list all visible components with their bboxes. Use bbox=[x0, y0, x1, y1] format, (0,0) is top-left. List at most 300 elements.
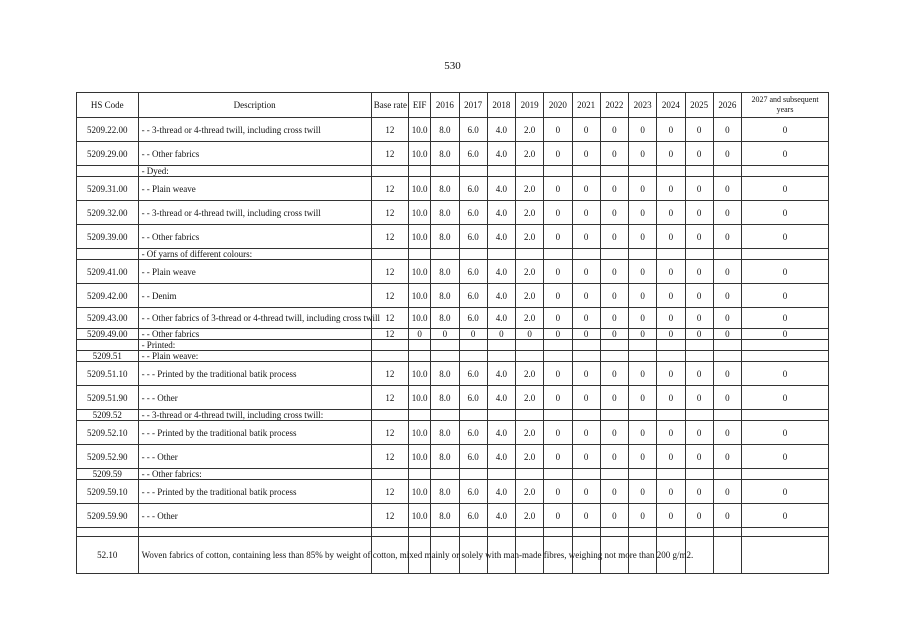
rate-cell bbox=[685, 410, 713, 421]
rate-cell: 6.0 bbox=[459, 480, 487, 504]
table-body bbox=[77, 118, 829, 574]
rate-cell: 4.0 bbox=[487, 504, 515, 528]
rate-cell bbox=[459, 351, 487, 362]
rate-cell: 8.0 bbox=[431, 142, 459, 166]
rate-cell bbox=[459, 166, 487, 177]
rate-cell: 2.0 bbox=[516, 177, 544, 201]
rate-cell: 6.0 bbox=[459, 177, 487, 201]
rate-cell: 6.0 bbox=[459, 504, 487, 528]
rate-cell bbox=[572, 410, 600, 421]
section-header-row bbox=[77, 351, 829, 362]
rate-cell: 10.0 bbox=[409, 421, 431, 445]
rate-cell: 0 bbox=[657, 284, 685, 308]
rate-cell bbox=[657, 340, 685, 351]
column-header: EIF bbox=[409, 93, 431, 118]
rate-cell: 0 bbox=[629, 480, 657, 504]
description-cell: - - Other fabrics bbox=[138, 329, 371, 340]
rate-cell: 0 bbox=[657, 260, 685, 284]
column-header: 2025 bbox=[685, 93, 713, 118]
rate-cell: 0 bbox=[742, 421, 829, 445]
hs-code-cell: 5209.42.00 bbox=[77, 284, 139, 308]
rate-cell bbox=[629, 469, 657, 480]
rate-cell: 0 bbox=[629, 421, 657, 445]
description-cell: - - - Printed by the traditional batik process bbox=[138, 480, 371, 504]
hs-code-cell: 5209.59.10 bbox=[77, 480, 139, 504]
rate-cell bbox=[629, 249, 657, 260]
rate-cell: 10.0 bbox=[409, 260, 431, 284]
rate-cell: 0 bbox=[600, 308, 628, 329]
column-header: 2026 bbox=[713, 93, 741, 118]
column-header: 2021 bbox=[572, 93, 600, 118]
table-row bbox=[77, 118, 829, 142]
rate-cell: 0 bbox=[742, 480, 829, 504]
rate-cell bbox=[431, 469, 459, 480]
rate-cell bbox=[516, 528, 544, 537]
rate-cell bbox=[431, 340, 459, 351]
rate-cell: 10.0 bbox=[409, 142, 431, 166]
rate-cell bbox=[685, 249, 713, 260]
rate-cell bbox=[459, 469, 487, 480]
description-cell: Woven fabrics of cotton, containing less than 85% by weight of cotton, mixed mainly or solely with man-made fibres, weighing not more than 200 g/m2. bbox=[138, 537, 371, 574]
rate-cell: 12 bbox=[371, 329, 408, 340]
hs-code-cell: 5209.52.10 bbox=[77, 421, 139, 445]
rate-cell bbox=[657, 351, 685, 362]
rate-cell bbox=[516, 410, 544, 421]
rate-cell: 0 bbox=[544, 284, 572, 308]
rate-cell: 0 bbox=[713, 504, 741, 528]
rate-cell: 0 bbox=[600, 118, 628, 142]
rate-cell: 0 bbox=[657, 329, 685, 340]
rate-cell bbox=[431, 351, 459, 362]
description-cell: - Printed: bbox=[138, 340, 371, 351]
hs-code-cell: 5209.31.00 bbox=[77, 177, 139, 201]
rate-cell: 0 bbox=[657, 504, 685, 528]
rate-cell: 0 bbox=[629, 142, 657, 166]
table-row bbox=[77, 177, 829, 201]
rate-cell bbox=[572, 469, 600, 480]
rate-cell: 0 bbox=[600, 260, 628, 284]
rate-cell: 0 bbox=[431, 329, 459, 340]
rate-cell bbox=[713, 469, 741, 480]
rate-cell: 0 bbox=[600, 225, 628, 249]
column-header: Base rate bbox=[371, 93, 408, 118]
rate-cell bbox=[544, 528, 572, 537]
rate-cell: 0 bbox=[713, 421, 741, 445]
rate-cell: 8.0 bbox=[431, 308, 459, 329]
rate-cell: 12 bbox=[371, 260, 408, 284]
rate-cell: 0 bbox=[544, 386, 572, 410]
rate-cell: 10.0 bbox=[409, 308, 431, 329]
rate-cell: 0 bbox=[600, 445, 628, 469]
rate-cell bbox=[685, 528, 713, 537]
table-row bbox=[77, 284, 829, 308]
rate-cell bbox=[600, 166, 628, 177]
rate-cell: 12 bbox=[371, 225, 408, 249]
rate-cell: 4.0 bbox=[487, 445, 515, 469]
rate-cell: 0 bbox=[742, 225, 829, 249]
rate-cell: 0 bbox=[572, 201, 600, 225]
rate-cell: 0 bbox=[544, 142, 572, 166]
rate-cell bbox=[516, 469, 544, 480]
rate-cell: 0 bbox=[544, 118, 572, 142]
rate-cell bbox=[685, 166, 713, 177]
rate-cell bbox=[629, 351, 657, 362]
rate-cell: 0 bbox=[544, 480, 572, 504]
description-cell: - Dyed: bbox=[138, 166, 371, 177]
rate-cell bbox=[742, 249, 829, 260]
rate-cell bbox=[572, 351, 600, 362]
rate-cell bbox=[409, 351, 431, 362]
hs-code-cell: 5209.59.90 bbox=[77, 504, 139, 528]
description-cell: - - Other fabrics bbox=[138, 225, 371, 249]
rate-cell bbox=[600, 249, 628, 260]
table-row bbox=[77, 142, 829, 166]
rate-cell bbox=[409, 528, 431, 537]
column-header: 2018 bbox=[487, 93, 515, 118]
rate-cell: 10.0 bbox=[409, 177, 431, 201]
rate-cell bbox=[657, 166, 685, 177]
rate-cell: 0 bbox=[713, 308, 741, 329]
rate-cell: 8.0 bbox=[431, 118, 459, 142]
rate-cell: 0 bbox=[713, 260, 741, 284]
rate-cell: 0 bbox=[713, 329, 741, 340]
rate-cell bbox=[713, 537, 741, 574]
rate-cell: 0 bbox=[742, 329, 829, 340]
rate-cell: 6.0 bbox=[459, 284, 487, 308]
rate-cell: 0 bbox=[629, 386, 657, 410]
rate-cell: 6.0 bbox=[459, 445, 487, 469]
rate-cell bbox=[516, 166, 544, 177]
column-header: Description bbox=[138, 93, 371, 118]
rate-cell: 4.0 bbox=[487, 118, 515, 142]
hs-code-cell: 52.10 bbox=[77, 537, 139, 574]
page-number: 530 bbox=[444, 60, 461, 72]
rate-cell: 2.0 bbox=[516, 504, 544, 528]
rate-cell: 0 bbox=[600, 421, 628, 445]
rate-cell bbox=[742, 410, 829, 421]
rate-cell bbox=[629, 166, 657, 177]
rate-cell bbox=[371, 528, 408, 537]
rate-cell: 12 bbox=[371, 284, 408, 308]
rate-cell: 2.0 bbox=[516, 118, 544, 142]
rate-cell: 0 bbox=[487, 329, 515, 340]
rate-cell: 0 bbox=[742, 308, 829, 329]
rate-cell bbox=[657, 469, 685, 480]
rate-cell: 10.0 bbox=[409, 386, 431, 410]
table-row bbox=[77, 504, 829, 528]
description-cell: - - - Printed by the traditional batik process bbox=[138, 362, 371, 386]
rate-cell bbox=[371, 249, 408, 260]
rate-cell: 0 bbox=[544, 225, 572, 249]
rate-cell: 0 bbox=[742, 142, 829, 166]
rate-cell: 0 bbox=[544, 177, 572, 201]
rate-cell: 8.0 bbox=[431, 177, 459, 201]
rate-cell: 4.0 bbox=[487, 284, 515, 308]
rate-cell: 0 bbox=[742, 260, 829, 284]
rate-cell: 0 bbox=[713, 386, 741, 410]
rate-cell bbox=[685, 469, 713, 480]
section-header-row bbox=[77, 410, 829, 421]
rate-cell bbox=[657, 249, 685, 260]
rate-cell: 6.0 bbox=[459, 308, 487, 329]
column-header: 2017 bbox=[459, 93, 487, 118]
hs-code-cell: 5209.43.00 bbox=[77, 308, 139, 329]
rate-cell: 2.0 bbox=[516, 260, 544, 284]
table-header-row bbox=[77, 93, 829, 118]
rate-cell: 0 bbox=[713, 118, 741, 142]
rate-cell: 0 bbox=[600, 504, 628, 528]
rate-cell: 0 bbox=[685, 308, 713, 329]
table-row bbox=[77, 421, 829, 445]
rate-cell: 0 bbox=[572, 480, 600, 504]
rate-cell: 0 bbox=[544, 308, 572, 329]
rate-cell bbox=[742, 166, 829, 177]
rate-cell: 4.0 bbox=[487, 177, 515, 201]
rate-cell: 2.0 bbox=[516, 421, 544, 445]
rate-cell: 2.0 bbox=[516, 225, 544, 249]
rate-cell: 0 bbox=[742, 504, 829, 528]
rate-cell: 0 bbox=[572, 386, 600, 410]
rate-cell: 8.0 bbox=[431, 421, 459, 445]
rate-cell: 0 bbox=[713, 225, 741, 249]
rate-cell bbox=[516, 249, 544, 260]
rate-cell bbox=[713, 410, 741, 421]
rate-cell: 0 bbox=[600, 201, 628, 225]
rate-cell: 0 bbox=[572, 284, 600, 308]
hs-code-cell bbox=[77, 249, 139, 260]
rate-cell: 0 bbox=[544, 362, 572, 386]
rate-cell bbox=[600, 469, 628, 480]
rate-cell: 0 bbox=[713, 362, 741, 386]
rate-cell: 0 bbox=[572, 308, 600, 329]
rate-cell bbox=[409, 249, 431, 260]
rate-cell: 0 bbox=[629, 445, 657, 469]
rate-cell bbox=[371, 340, 408, 351]
rate-cell bbox=[409, 340, 431, 351]
rate-cell bbox=[742, 537, 829, 574]
rate-cell: 0 bbox=[572, 142, 600, 166]
rate-cell bbox=[409, 166, 431, 177]
rate-cell: 12 bbox=[371, 504, 408, 528]
hs-code-cell: 5209.39.00 bbox=[77, 225, 139, 249]
hs-code-cell: 5209.41.00 bbox=[77, 260, 139, 284]
rate-cell: 10.0 bbox=[409, 284, 431, 308]
rate-cell: 0 bbox=[629, 225, 657, 249]
rate-cell bbox=[371, 410, 408, 421]
rate-cell: 0 bbox=[713, 177, 741, 201]
rate-cell: 6.0 bbox=[459, 142, 487, 166]
table-row bbox=[77, 308, 829, 329]
rate-cell: 10.0 bbox=[409, 362, 431, 386]
rate-cell: 6.0 bbox=[459, 118, 487, 142]
column-header: 2023 bbox=[629, 93, 657, 118]
rate-cell: 6.0 bbox=[459, 362, 487, 386]
rate-cell: 2.0 bbox=[516, 284, 544, 308]
rate-cell: 0 bbox=[657, 386, 685, 410]
table-row bbox=[77, 445, 829, 469]
description-cell: - - 3-thread or 4-thread twill, including cross twill: bbox=[138, 410, 371, 421]
rate-cell bbox=[629, 410, 657, 421]
rate-cell bbox=[516, 351, 544, 362]
rate-cell: 6.0 bbox=[459, 201, 487, 225]
rate-cell bbox=[713, 340, 741, 351]
rate-cell: 0 bbox=[544, 329, 572, 340]
rate-cell: 4.0 bbox=[487, 386, 515, 410]
rate-cell: 0 bbox=[572, 177, 600, 201]
rate-cell: 6.0 bbox=[459, 386, 487, 410]
rate-cell: 0 bbox=[544, 260, 572, 284]
rate-cell: 0 bbox=[600, 386, 628, 410]
rate-cell: 10.0 bbox=[409, 445, 431, 469]
rate-cell bbox=[371, 469, 408, 480]
column-header: 2024 bbox=[657, 93, 685, 118]
rate-cell: 2.0 bbox=[516, 386, 544, 410]
rate-cell bbox=[459, 528, 487, 537]
rate-cell: 0 bbox=[629, 362, 657, 386]
rate-cell bbox=[544, 340, 572, 351]
rate-cell: 0 bbox=[629, 284, 657, 308]
rate-cell: 10.0 bbox=[409, 201, 431, 225]
rate-cell: 12 bbox=[371, 308, 408, 329]
rate-cell: 0 bbox=[685, 329, 713, 340]
rate-cell: 10.0 bbox=[409, 225, 431, 249]
rate-cell bbox=[572, 340, 600, 351]
rate-cell bbox=[409, 469, 431, 480]
rate-cell: 0 bbox=[685, 142, 713, 166]
rate-cell: 0 bbox=[685, 177, 713, 201]
rate-cell bbox=[713, 351, 741, 362]
rate-cell: 0 bbox=[629, 308, 657, 329]
hs-code-cell: 5209.32.00 bbox=[77, 201, 139, 225]
rate-cell: 12 bbox=[371, 142, 408, 166]
rate-cell bbox=[371, 351, 408, 362]
rate-cell: 0 bbox=[572, 421, 600, 445]
rate-cell: 0 bbox=[713, 201, 741, 225]
rate-cell: 0 bbox=[544, 504, 572, 528]
rate-cell bbox=[629, 340, 657, 351]
rate-cell: 0 bbox=[544, 201, 572, 225]
rate-cell bbox=[572, 528, 600, 537]
rate-cell bbox=[544, 166, 572, 177]
rate-cell: 0 bbox=[572, 260, 600, 284]
description-cell: - - - Other bbox=[138, 504, 371, 528]
description-cell: - - - Other bbox=[138, 445, 371, 469]
section-header-row bbox=[77, 166, 829, 177]
rate-cell: 0 bbox=[685, 362, 713, 386]
rate-cell bbox=[629, 528, 657, 537]
rate-cell: 0 bbox=[629, 260, 657, 284]
rate-cell: 0 bbox=[685, 118, 713, 142]
rate-cell: 0 bbox=[629, 504, 657, 528]
description-cell bbox=[138, 528, 371, 537]
rate-cell: 10.0 bbox=[409, 118, 431, 142]
rate-cell: 8.0 bbox=[431, 386, 459, 410]
rate-cell bbox=[657, 528, 685, 537]
rate-cell: 4.0 bbox=[487, 421, 515, 445]
rate-cell: 0 bbox=[657, 118, 685, 142]
rate-cell: 0 bbox=[544, 445, 572, 469]
rate-cell: 0 bbox=[713, 445, 741, 469]
rate-cell bbox=[459, 340, 487, 351]
rate-cell: 0 bbox=[657, 201, 685, 225]
rate-cell bbox=[742, 340, 829, 351]
rate-cell: 0 bbox=[572, 445, 600, 469]
rate-cell: 0 bbox=[572, 329, 600, 340]
rate-cell bbox=[516, 340, 544, 351]
rate-cell bbox=[572, 166, 600, 177]
rate-cell bbox=[600, 351, 628, 362]
rate-cell: 0 bbox=[657, 445, 685, 469]
rate-cell: 0 bbox=[685, 445, 713, 469]
rate-cell: 6.0 bbox=[459, 421, 487, 445]
rate-cell: 10.0 bbox=[409, 480, 431, 504]
rate-cell bbox=[713, 166, 741, 177]
table-row bbox=[77, 225, 829, 249]
description-cell: - - - Other bbox=[138, 386, 371, 410]
rate-cell: 12 bbox=[371, 480, 408, 504]
rate-cell: 2.0 bbox=[516, 142, 544, 166]
description-cell: - Of yarns of different colours: bbox=[138, 249, 371, 260]
rate-cell: 0 bbox=[600, 142, 628, 166]
hs-code-cell: 5209.51 bbox=[77, 351, 139, 362]
rate-cell: 6.0 bbox=[459, 225, 487, 249]
rate-cell bbox=[544, 351, 572, 362]
rate-cell: 2.0 bbox=[516, 308, 544, 329]
rate-cell: 2.0 bbox=[516, 362, 544, 386]
hs-code-cell bbox=[77, 166, 139, 177]
rate-cell: 0 bbox=[742, 118, 829, 142]
rate-cell: 0 bbox=[409, 329, 431, 340]
description-cell: - - - Printed by the traditional batik process bbox=[138, 421, 371, 445]
rate-cell bbox=[487, 469, 515, 480]
section-header-row bbox=[77, 340, 829, 351]
rate-cell: 0 bbox=[572, 118, 600, 142]
rate-cell bbox=[487, 528, 515, 537]
rate-cell: 0 bbox=[685, 480, 713, 504]
column-header: HS Code bbox=[77, 93, 139, 118]
rate-cell: 12 bbox=[371, 201, 408, 225]
tariff-schedule-table bbox=[76, 92, 829, 574]
table-row bbox=[77, 329, 829, 340]
hs-code-cell: 5209.22.00 bbox=[77, 118, 139, 142]
rate-cell: 0 bbox=[742, 386, 829, 410]
rate-cell bbox=[600, 340, 628, 351]
rate-cell: 0 bbox=[685, 504, 713, 528]
description-cell: - - 3-thread or 4-thread twill, including cross twill bbox=[138, 118, 371, 142]
rate-cell: 0 bbox=[685, 284, 713, 308]
rate-cell bbox=[544, 410, 572, 421]
description-cell: - - Plain weave: bbox=[138, 351, 371, 362]
rate-cell: 0 bbox=[742, 284, 829, 308]
rate-cell: 0 bbox=[713, 142, 741, 166]
rate-cell: 0 bbox=[572, 362, 600, 386]
rate-cell: 0 bbox=[657, 225, 685, 249]
rate-cell bbox=[431, 249, 459, 260]
rate-cell bbox=[742, 469, 829, 480]
table-row bbox=[77, 528, 829, 537]
rate-cell: 0 bbox=[600, 177, 628, 201]
rate-cell: 10.0 bbox=[409, 504, 431, 528]
rate-cell bbox=[459, 410, 487, 421]
rate-cell: 12 bbox=[371, 118, 408, 142]
rate-cell bbox=[713, 249, 741, 260]
rate-cell: 8.0 bbox=[431, 445, 459, 469]
rate-cell bbox=[742, 528, 829, 537]
rate-cell: 0 bbox=[600, 329, 628, 340]
table-row bbox=[77, 260, 829, 284]
rate-cell: 0 bbox=[685, 386, 713, 410]
rate-cell: 8.0 bbox=[431, 480, 459, 504]
